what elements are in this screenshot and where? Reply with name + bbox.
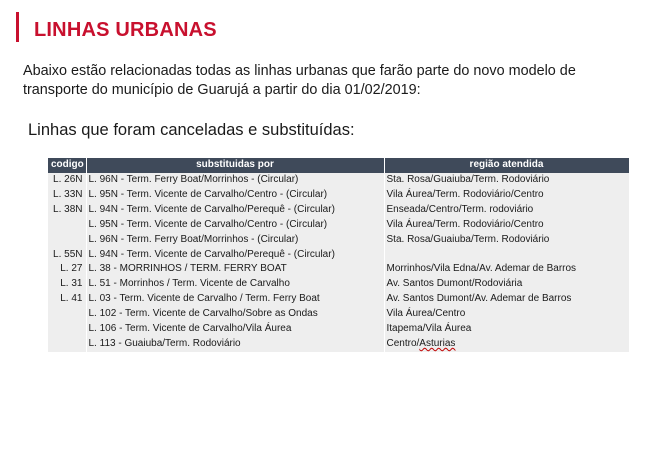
cell-codigo <box>48 307 86 322</box>
table-row <box>48 307 629 322</box>
cell-codigo: L. 27 <box>48 262 86 277</box>
cell-substituidas: L. 03 - Term. Vicente de Carvalho / Term. Ferry Boat <box>86 292 384 307</box>
table-row <box>48 262 629 277</box>
cell-regiao: Av. Santos Dumont/Av. Ademar de Barros <box>384 292 629 307</box>
cell-substituidas: L. 38 - MORRINHOS / TERM. FERRY BOAT <box>86 262 384 277</box>
cell-regiao: Morrinhos/Vila Edna/Av. Ademar de Barros <box>384 262 629 277</box>
title-accent-bar <box>16 12 19 42</box>
cell-codigo: L. 31 <box>48 277 86 292</box>
table-row <box>48 203 629 218</box>
column-header-regiao: região atendida <box>384 158 629 173</box>
table-row <box>48 188 629 203</box>
lines-table-container <box>48 158 629 352</box>
table-row <box>48 292 629 307</box>
cell-codigo: L. 55N <box>48 248 86 263</box>
page-title: LINHAS URBANAS <box>34 19 217 41</box>
cell-regiao <box>384 248 629 263</box>
cell-substituidas: L. 96N - Term. Ferry Boat/Morrinhos - (Circular) <box>86 233 384 248</box>
table-row <box>48 277 629 292</box>
table-row <box>48 233 629 248</box>
cell-substituidas: L. 96N - Term. Ferry Boat/Morrinhos - (Circular) <box>86 173 384 188</box>
cell-substituidas: L. 95N - Term. Vicente de Carvalho/Centro - (Circular) <box>86 218 384 233</box>
cell-regiao: Vila Áurea/Term. Rodoviário/Centro <box>384 188 629 203</box>
cell-substituidas: L. 51 - Morrinhos / Term. Vicente de Carvalho <box>86 277 384 292</box>
cell-codigo <box>48 233 86 248</box>
intro-paragraph: Abaixo estão relacionadas todas as linhas urbanas que farão parte do novo modelo de transporte do município de Guarujá a partir do dia 01/02/2019: <box>23 63 576 98</box>
cell-codigo: L. 38N <box>48 203 86 218</box>
section-subtitle: Linhas que foram canceladas e substituídas: <box>28 121 355 139</box>
lines-table <box>48 158 630 352</box>
cell-regiao: Sta. Rosa/Guaiuba/Term. Rodoviário <box>384 173 629 188</box>
column-header-substituidas: substituidas por <box>86 158 384 173</box>
cell-substituidas: L. 113 - Guaiuba/Term. Rodoviário <box>86 337 384 352</box>
cell-substituidas: L. 95N - Term. Vicente de Carvalho/Centro - (Circular) <box>86 188 384 203</box>
cell-regiao: Sta. Rosa/Guaiuba/Term. Rodoviário <box>384 233 629 248</box>
cell-substituidas: L. 94N - Term. Vicente de Carvalho/Perequê - (Circular) <box>86 248 384 263</box>
cell-regiao: Av. Santos Dumont/Rodoviária <box>384 277 629 292</box>
cell-codigo: L. 26N <box>48 173 86 188</box>
cell-regiao-part: Centro/ <box>386 337 420 349</box>
cell-substituidas: L. 106 - Term. Vicente de Carvalho/Vila Áurea <box>86 322 384 337</box>
cell-codigo <box>48 218 86 233</box>
cell-substituidas: L. 94N - Term. Vicente de Carvalho/Perequê - (Circular) <box>86 203 384 218</box>
cell-codigo <box>48 337 86 352</box>
cell-regiao: Itapema/Vila Áurea <box>384 322 629 337</box>
spellcheck-underlined-word: Asturias <box>419 337 456 349</box>
cell-codigo: L. 41 <box>48 292 86 307</box>
table-row <box>48 248 629 263</box>
cell-codigo: L. 33N <box>48 188 86 203</box>
table-header-row <box>48 158 629 173</box>
table-row <box>48 322 629 337</box>
table-row <box>48 173 629 188</box>
cell-regiao <box>384 337 629 352</box>
cell-regiao: Vila Áurea/Centro <box>384 307 629 322</box>
cell-regiao: Enseada/Centro/Term. rodoviário <box>384 203 629 218</box>
table-row <box>48 337 629 352</box>
cell-regiao: Vila Áurea/Term. Rodoviário/Centro <box>384 218 629 233</box>
cell-codigo <box>48 322 86 337</box>
table-row <box>48 218 629 233</box>
cell-substituidas: L. 102 - Term. Vicente de Carvalho/Sobre as Ondas <box>86 307 384 322</box>
column-header-codigo: codigo <box>48 158 86 173</box>
